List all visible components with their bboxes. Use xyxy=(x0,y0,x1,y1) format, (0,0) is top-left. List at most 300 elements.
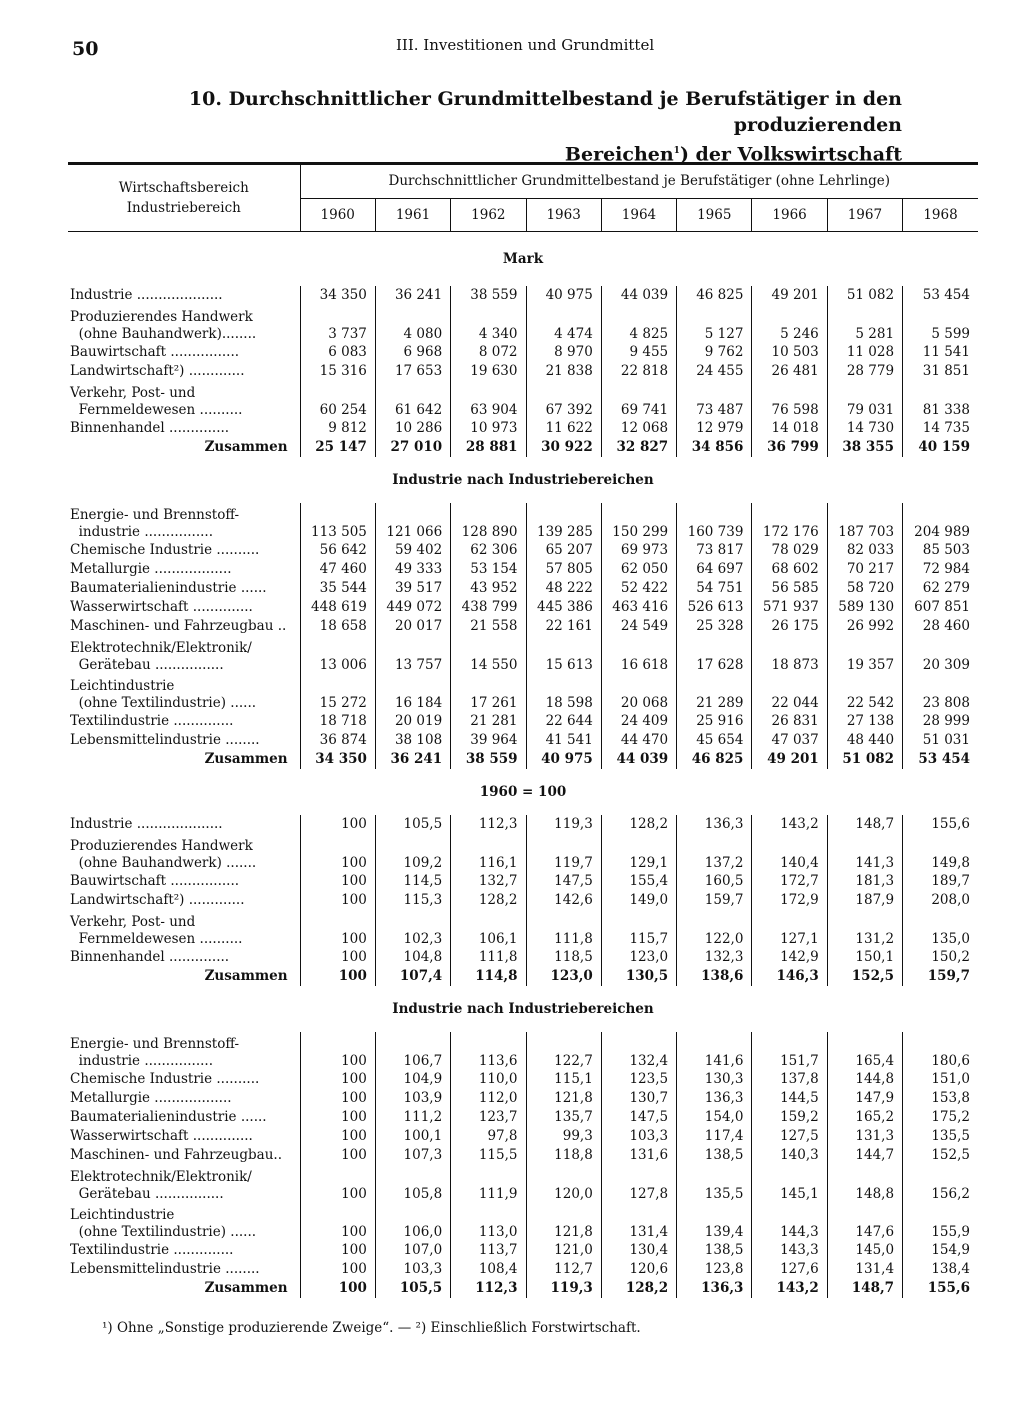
header-label-line-1: Wirtschaftsbereich xyxy=(118,180,249,196)
row-label: Bauwirtschaft ................ xyxy=(70,344,240,360)
value-cell: 3 737 xyxy=(300,305,375,343)
value-cell: 113,0 xyxy=(451,1203,526,1241)
value-cell: 9 812 xyxy=(300,419,375,438)
table-row xyxy=(68,1108,978,1127)
value-cell: 23 808 xyxy=(903,674,978,712)
header-year: 1967 xyxy=(827,198,902,232)
value-cell: 15 316 xyxy=(300,362,375,381)
value-cell: 34 350 xyxy=(300,750,375,769)
row-label: Baumaterialienindustrie ...... xyxy=(70,1109,267,1125)
table-row xyxy=(68,891,978,910)
value-cell: 144,3 xyxy=(752,1203,827,1241)
row-label: Wasserwirtschaft .............. xyxy=(70,1128,253,1144)
value-cell: 106,0 xyxy=(375,1203,450,1241)
value-cell: 18 598 xyxy=(526,674,601,712)
value-cell: 140,4 xyxy=(752,834,827,872)
footnote: ¹) Ohne „Sonstige produzierende Zweige“. — ²) Einschließlich Forstwirtschaft. xyxy=(102,1320,641,1336)
value-cell: 41 541 xyxy=(526,731,601,750)
value-cell: 143,2 xyxy=(752,1279,827,1298)
table-row xyxy=(68,731,978,750)
value-cell: 135,7 xyxy=(526,1108,601,1127)
value-cell: 24 549 xyxy=(601,617,676,636)
value-cell: 132,4 xyxy=(601,1032,676,1070)
value-cell: 150,1 xyxy=(827,948,902,967)
value-cell: 100,1 xyxy=(375,1127,450,1146)
value-cell: 14 730 xyxy=(827,419,902,438)
value-cell: 107,4 xyxy=(375,967,450,986)
value-cell: 106,1 xyxy=(451,910,526,948)
value-cell: 135,0 xyxy=(903,910,978,948)
value-cell: 132,3 xyxy=(677,948,752,967)
value-cell: 148,8 xyxy=(827,1165,902,1203)
row-label: Metallurgie .................. xyxy=(70,1090,232,1106)
value-cell: 52 422 xyxy=(601,579,676,598)
value-cell: 48 222 xyxy=(526,579,601,598)
value-cell: 111,9 xyxy=(451,1165,526,1203)
value-cell: 121,8 xyxy=(526,1089,601,1108)
value-cell: 61 642 xyxy=(375,381,450,419)
value-cell: 100 xyxy=(300,815,375,834)
value-cell: 58 720 xyxy=(827,579,902,598)
value-cell: 25 916 xyxy=(677,712,752,731)
value-cell: 131,2 xyxy=(827,910,902,948)
value-cell: 449 072 xyxy=(375,598,450,617)
value-cell: 172 176 xyxy=(752,503,827,541)
value-cell: 123,5 xyxy=(601,1070,676,1089)
value-cell: 8 072 xyxy=(451,343,526,362)
section-heading-row xyxy=(68,986,978,1032)
value-cell: 24 455 xyxy=(677,362,752,381)
value-cell: 11 541 xyxy=(903,343,978,362)
value-cell: 26 481 xyxy=(752,362,827,381)
value-cell: 187 703 xyxy=(827,503,902,541)
table-row xyxy=(68,617,978,636)
value-cell: 165,4 xyxy=(827,1032,902,1070)
value-cell: 14 550 xyxy=(451,636,526,674)
value-cell: 63 904 xyxy=(451,381,526,419)
value-cell: 152,5 xyxy=(903,1146,978,1165)
value-cell: 130,5 xyxy=(601,967,676,986)
value-cell: 109,2 xyxy=(375,834,450,872)
value-cell: 46 825 xyxy=(677,750,752,769)
row-label: Lebensmittelindustrie ........ xyxy=(70,1261,260,1277)
row-label: Textilindustrie .............. xyxy=(70,1242,234,1258)
table-row xyxy=(68,503,978,541)
value-cell: 100 xyxy=(300,967,375,986)
header-year: 1966 xyxy=(752,198,827,232)
row-label: Industrie .................... xyxy=(70,287,223,303)
row-label: Chemische Industrie .......... xyxy=(70,1071,260,1087)
section-heading-row xyxy=(68,232,978,287)
value-cell: 155,9 xyxy=(903,1203,978,1241)
table-row xyxy=(68,579,978,598)
row-label: Energie- und Brennstoff- industrie ................ xyxy=(70,507,240,540)
value-cell: 70 217 xyxy=(827,560,902,579)
row-label: Chemische Industrie .......... xyxy=(70,542,260,558)
value-cell: 49 201 xyxy=(752,286,827,305)
row-label: Zusammen xyxy=(204,439,288,455)
table-row xyxy=(68,1146,978,1165)
value-cell: 40 975 xyxy=(526,750,601,769)
value-cell: 105,5 xyxy=(375,1279,450,1298)
row-label: Zusammen xyxy=(204,1280,288,1296)
value-cell: 132,7 xyxy=(451,872,526,891)
row-label: Elektrotechnik/Elektronik/ Gerätebau ................ xyxy=(70,640,252,673)
value-cell: 122,7 xyxy=(526,1032,601,1070)
value-cell: 56 585 xyxy=(752,579,827,598)
value-cell: 17 653 xyxy=(375,362,450,381)
value-cell: 138,5 xyxy=(677,1241,752,1260)
section-heading: Industrie nach Industriebereichen xyxy=(392,471,654,488)
value-cell: 22 644 xyxy=(526,712,601,731)
value-cell: 20 019 xyxy=(375,712,450,731)
value-cell: 8 970 xyxy=(526,343,601,362)
row-label: Textilindustrie .............. xyxy=(70,713,234,729)
value-cell: 9 762 xyxy=(677,343,752,362)
row-label: Zusammen xyxy=(204,968,288,984)
value-cell: 44 039 xyxy=(601,286,676,305)
header-label-line-2: Industriebereich xyxy=(126,200,241,216)
header-year: 1963 xyxy=(526,198,601,232)
value-cell: 526 613 xyxy=(677,598,752,617)
value-cell: 181,3 xyxy=(827,872,902,891)
value-cell: 136,3 xyxy=(677,1279,752,1298)
value-cell: 51 031 xyxy=(903,731,978,750)
total-row xyxy=(68,967,978,986)
value-cell: 12 979 xyxy=(677,419,752,438)
value-cell: 25 147 xyxy=(300,438,375,457)
statistics-table xyxy=(68,162,978,1298)
value-cell: 104,9 xyxy=(375,1070,450,1089)
value-cell: 51 082 xyxy=(827,286,902,305)
value-cell: 34 856 xyxy=(677,438,752,457)
value-cell: 145,0 xyxy=(827,1241,902,1260)
value-cell: 18 873 xyxy=(752,636,827,674)
value-cell: 17 261 xyxy=(451,674,526,712)
value-cell: 102,3 xyxy=(375,910,450,948)
row-label: Industrie .................... xyxy=(70,816,223,832)
value-cell: 115,1 xyxy=(526,1070,601,1089)
value-cell: 16 618 xyxy=(601,636,676,674)
table-row xyxy=(68,1203,978,1241)
value-cell: 10 973 xyxy=(451,419,526,438)
value-cell: 62 279 xyxy=(903,579,978,598)
value-cell: 22 161 xyxy=(526,617,601,636)
value-cell: 76 598 xyxy=(752,381,827,419)
value-cell: 69 741 xyxy=(601,381,676,419)
value-cell: 112,7 xyxy=(526,1260,601,1279)
value-cell: 155,4 xyxy=(601,872,676,891)
table-row xyxy=(68,872,978,891)
value-cell: 143,3 xyxy=(752,1241,827,1260)
value-cell: 189,7 xyxy=(903,872,978,891)
table-row xyxy=(68,362,978,381)
value-cell: 144,8 xyxy=(827,1070,902,1089)
value-cell: 18 658 xyxy=(300,617,375,636)
value-cell: 69 973 xyxy=(601,541,676,560)
value-cell: 172,7 xyxy=(752,872,827,891)
value-cell: 144,5 xyxy=(752,1089,827,1108)
table-row xyxy=(68,1070,978,1089)
value-cell: 123,0 xyxy=(601,948,676,967)
value-cell: 147,9 xyxy=(827,1089,902,1108)
value-cell: 123,0 xyxy=(526,967,601,986)
value-cell: 159,7 xyxy=(677,891,752,910)
value-cell: 103,9 xyxy=(375,1089,450,1108)
value-cell: 112,3 xyxy=(451,815,526,834)
row-label: Lebensmittelindustrie ........ xyxy=(70,732,260,748)
total-row xyxy=(68,750,978,769)
table-row xyxy=(68,1089,978,1108)
value-cell: 147,6 xyxy=(827,1203,902,1241)
value-cell: 49 333 xyxy=(375,560,450,579)
value-cell: 67 392 xyxy=(526,381,601,419)
value-cell: 53 154 xyxy=(451,560,526,579)
table-row xyxy=(68,343,978,362)
value-cell: 438 799 xyxy=(451,598,526,617)
value-cell: 97,8 xyxy=(451,1127,526,1146)
value-cell: 100 xyxy=(300,1260,375,1279)
value-cell: 54 751 xyxy=(677,579,752,598)
value-cell: 115,7 xyxy=(601,910,676,948)
value-cell: 111,8 xyxy=(451,948,526,967)
value-cell: 208,0 xyxy=(903,891,978,910)
value-cell: 147,5 xyxy=(526,872,601,891)
title-line-1: 10. Durchschnittlicher Grundmittelbestand je Berufstätiger in den produzierenden xyxy=(188,88,902,136)
section-heading: 1960 = 100 xyxy=(479,783,567,800)
value-cell: 127,8 xyxy=(601,1165,676,1203)
value-cell: 175,2 xyxy=(903,1108,978,1127)
header-year: 1965 xyxy=(677,198,752,232)
value-cell: 65 207 xyxy=(526,541,601,560)
value-cell: 21 558 xyxy=(451,617,526,636)
value-cell: 13 757 xyxy=(375,636,450,674)
value-cell: 131,6 xyxy=(601,1146,676,1165)
value-cell: 139 285 xyxy=(526,503,601,541)
value-cell: 107,3 xyxy=(375,1146,450,1165)
value-cell: 123,8 xyxy=(677,1260,752,1279)
value-cell: 117,4 xyxy=(677,1127,752,1146)
value-cell: 11 028 xyxy=(827,343,902,362)
value-cell: 149,0 xyxy=(601,891,676,910)
value-cell: 129,1 xyxy=(601,834,676,872)
value-cell: 138,4 xyxy=(903,1260,978,1279)
value-cell: 159,7 xyxy=(903,967,978,986)
value-cell: 148,7 xyxy=(827,1279,902,1298)
value-cell: 118,8 xyxy=(526,1146,601,1165)
table-row xyxy=(68,674,978,712)
running-head: III. Investitionen und Grundmittel xyxy=(396,36,655,54)
value-cell: 104,8 xyxy=(375,948,450,967)
table-row xyxy=(68,1241,978,1260)
value-cell: 100 xyxy=(300,948,375,967)
table-row xyxy=(68,305,978,343)
value-cell: 15 272 xyxy=(300,674,375,712)
row-label: Verkehr, Post- und Fernmeldewesen .......... xyxy=(70,914,243,947)
value-cell: 122,0 xyxy=(677,910,752,948)
value-cell: 49 201 xyxy=(752,750,827,769)
value-cell: 116,1 xyxy=(451,834,526,872)
value-cell: 48 440 xyxy=(827,731,902,750)
value-cell: 103,3 xyxy=(375,1260,450,1279)
value-cell: 38 108 xyxy=(375,731,450,750)
value-cell: 155,6 xyxy=(903,1279,978,1298)
value-cell: 38 355 xyxy=(827,438,902,457)
total-row xyxy=(68,1279,978,1298)
value-cell: 20 309 xyxy=(903,636,978,674)
value-cell: 17 628 xyxy=(677,636,752,674)
value-cell: 136,3 xyxy=(677,1089,752,1108)
value-cell: 110,0 xyxy=(451,1070,526,1089)
total-row xyxy=(68,438,978,457)
value-cell: 100 xyxy=(300,872,375,891)
value-cell: 146,3 xyxy=(752,967,827,986)
value-cell: 44 470 xyxy=(601,731,676,750)
value-cell: 34 350 xyxy=(300,286,375,305)
row-label: Wasserwirtschaft .............. xyxy=(70,599,253,615)
value-cell: 160 739 xyxy=(677,503,752,541)
value-cell: 113,6 xyxy=(451,1032,526,1070)
value-cell: 59 402 xyxy=(375,541,450,560)
value-cell: 111,2 xyxy=(375,1108,450,1127)
table-row xyxy=(68,598,978,617)
table-row xyxy=(68,815,978,834)
value-cell: 142,6 xyxy=(526,891,601,910)
value-cell: 4 080 xyxy=(375,305,450,343)
value-cell: 38 559 xyxy=(451,750,526,769)
value-cell: 100 xyxy=(300,1127,375,1146)
value-cell: 115,5 xyxy=(451,1146,526,1165)
value-cell: 187,9 xyxy=(827,891,902,910)
title-line-2-pre: Bereichen xyxy=(564,143,674,166)
value-cell: 18 718 xyxy=(300,712,375,731)
value-cell: 60 254 xyxy=(300,381,375,419)
value-cell: 16 184 xyxy=(375,674,450,712)
value-cell: 100 xyxy=(300,1203,375,1241)
value-cell: 165,2 xyxy=(827,1108,902,1127)
value-cell: 100 xyxy=(300,1032,375,1070)
value-cell: 6 968 xyxy=(375,343,450,362)
title-footnote-mark: 1 xyxy=(673,146,680,156)
value-cell: 40 975 xyxy=(526,286,601,305)
value-cell: 128,2 xyxy=(601,1279,676,1298)
value-cell: 119,3 xyxy=(526,815,601,834)
value-cell: 85 503 xyxy=(903,541,978,560)
value-cell: 82 033 xyxy=(827,541,902,560)
value-cell: 159,2 xyxy=(752,1108,827,1127)
row-label: Baumaterialienindustrie ...... xyxy=(70,580,267,596)
value-cell: 28 881 xyxy=(451,438,526,457)
row-label: Maschinen- und Fahrzeugbau.. xyxy=(70,1147,282,1163)
value-cell: 100 xyxy=(300,891,375,910)
value-cell: 72 984 xyxy=(903,560,978,579)
value-cell: 145,1 xyxy=(752,1165,827,1203)
value-cell: 32 827 xyxy=(601,438,676,457)
value-cell: 130,7 xyxy=(601,1089,676,1108)
row-label: Landwirtschaft²) ............. xyxy=(70,892,245,908)
value-cell: 106,7 xyxy=(375,1032,450,1070)
row-label: Leichtindustrie (ohne Textilindustrie) ...... xyxy=(70,1207,257,1240)
title-line-2-post: ) der Volkswirtschaft xyxy=(679,143,902,166)
table-row xyxy=(68,712,978,731)
value-cell: 11 622 xyxy=(526,419,601,438)
value-cell: 51 082 xyxy=(827,750,902,769)
value-cell: 30 922 xyxy=(526,438,601,457)
value-cell: 120,0 xyxy=(526,1165,601,1203)
value-cell: 607 851 xyxy=(903,598,978,617)
row-label: Landwirtschaft²) ............. xyxy=(70,363,245,379)
table-row xyxy=(68,1260,978,1279)
value-cell: 141,6 xyxy=(677,1032,752,1070)
table-row xyxy=(68,541,978,560)
value-cell: 12 068 xyxy=(601,419,676,438)
row-label: Verkehr, Post- und Fernmeldewesen .......... xyxy=(70,385,243,418)
value-cell: 21 289 xyxy=(677,674,752,712)
value-cell: 44 039 xyxy=(601,750,676,769)
value-cell: 100 xyxy=(300,1089,375,1108)
table-row xyxy=(68,1127,978,1146)
value-cell: 136,3 xyxy=(677,815,752,834)
value-cell: 121 066 xyxy=(375,503,450,541)
value-cell: 5 281 xyxy=(827,305,902,343)
table-row xyxy=(68,1165,978,1203)
value-cell: 589 130 xyxy=(827,598,902,617)
value-cell: 148,7 xyxy=(827,815,902,834)
value-cell: 130,3 xyxy=(677,1070,752,1089)
table-row xyxy=(68,560,978,579)
value-cell: 27 138 xyxy=(827,712,902,731)
value-cell: 4 474 xyxy=(526,305,601,343)
table-body xyxy=(68,232,978,1299)
value-cell: 56 642 xyxy=(300,541,375,560)
value-cell: 113,7 xyxy=(451,1241,526,1260)
value-cell: 150 299 xyxy=(601,503,676,541)
value-cell: 154,0 xyxy=(677,1108,752,1127)
table-row xyxy=(68,948,978,967)
section-heading-row xyxy=(68,457,978,503)
value-cell: 141,3 xyxy=(827,834,902,872)
value-cell: 135,5 xyxy=(677,1165,752,1203)
value-cell: 139,4 xyxy=(677,1203,752,1241)
section-heading-row xyxy=(68,769,978,815)
value-cell: 135,5 xyxy=(903,1127,978,1146)
value-cell: 571 937 xyxy=(752,598,827,617)
value-cell: 39 964 xyxy=(451,731,526,750)
value-cell: 100 xyxy=(300,1108,375,1127)
header-year: 1961 xyxy=(375,198,450,232)
row-label: Produzierendes Handwerk (ohne Bauhandwerk)........ xyxy=(70,309,257,342)
value-cell: 156,2 xyxy=(903,1165,978,1203)
value-cell: 68 602 xyxy=(752,560,827,579)
value-cell: 140,3 xyxy=(752,1146,827,1165)
value-cell: 99,3 xyxy=(526,1127,601,1146)
value-cell: 115,3 xyxy=(375,891,450,910)
value-cell: 36 874 xyxy=(300,731,375,750)
value-cell: 127,5 xyxy=(752,1127,827,1146)
header-year: 1960 xyxy=(300,198,375,232)
value-cell: 62 050 xyxy=(601,560,676,579)
value-cell: 121,8 xyxy=(526,1203,601,1241)
value-cell: 155,6 xyxy=(903,815,978,834)
value-cell: 24 409 xyxy=(601,712,676,731)
table-row xyxy=(68,636,978,674)
value-cell: 113 505 xyxy=(300,503,375,541)
value-cell: 20 068 xyxy=(601,674,676,712)
value-cell: 19 630 xyxy=(451,362,526,381)
value-cell: 53 454 xyxy=(903,750,978,769)
value-cell: 152,5 xyxy=(827,967,902,986)
value-cell: 64 697 xyxy=(677,560,752,579)
